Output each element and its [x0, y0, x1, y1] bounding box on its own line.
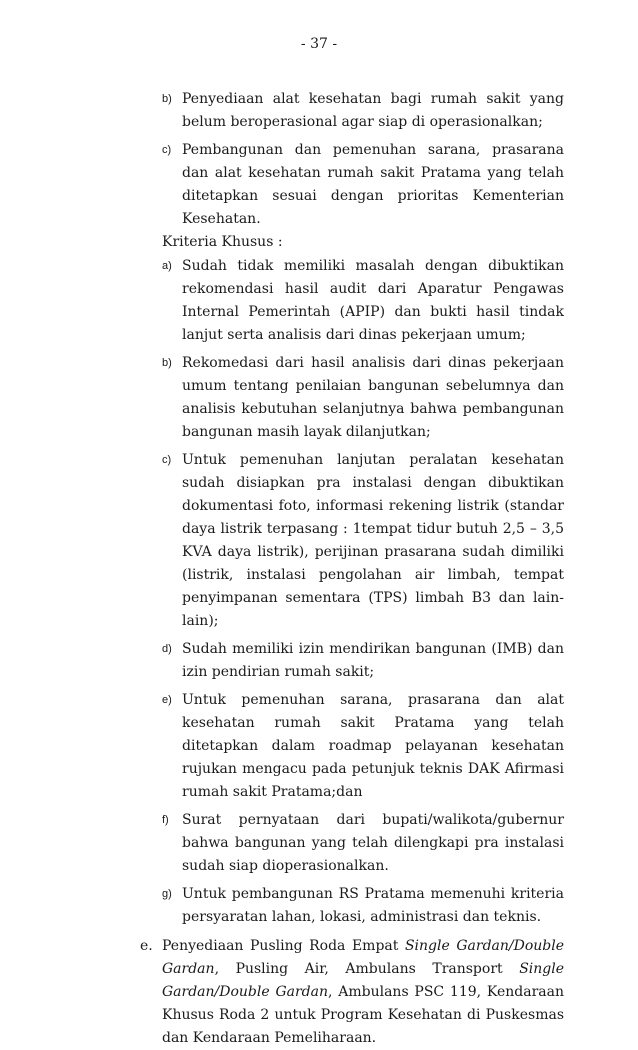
criteria-item-f — [162, 809, 564, 878]
criteria-item-e — [162, 689, 564, 804]
criteria-item-g — [162, 883, 564, 929]
criteria-item-a — [162, 255, 564, 347]
list-item-text-italic: Single Gardan/Double Gardan — [162, 938, 565, 977]
criteria-heading: Kriteria Khusus : — [162, 234, 283, 250]
list-item-e-main — [140, 935, 565, 1050]
list-marker: a) — [162, 260, 172, 272]
list-item-text: Untuk pemenuhan sarana, prasarana dan alat kesehatan rumah sakit Pratama yang telah ditetapkan dalam roadmap pelayanan kesehatan rujukan mengacu pada petunjuk teknis DAK Afirmasi rumah sakit Pratama;dan — [182, 692, 564, 800]
list-item-text-part: , Ambulans PSC 119, Kendaraan Khusus Roda 2 untuk Program Kesehatan di Puskesmas dan Kendaraan Pemeliharaan. — [162, 984, 564, 1046]
list-item-text: Penyediaan alat kesehatan bagi rumah sakit yang belum beroperasional agar siap di operasionalkan; — [182, 91, 564, 130]
criteria-item-b — [162, 352, 564, 444]
list-item-text: Sudah memiliki izin mendirikan bangunan (IMB) dan izin pendirian rumah sakit; — [182, 641, 564, 680]
list-item-text-italic: Single Gardan/Double Gardan — [162, 961, 564, 1000]
list-item-text: Untuk pembangunan RS Pratama memenuhi kriteria persyaratan lahan, lokasi, administrasi dan teknis. — [182, 886, 564, 925]
list-item-text: Sudah tidak memiliki masalah dengan dibuktikan rekomendasi hasil audit dari Aparatur Pengawas Internal Pemerintah (APIP) dan bukti hasil tindak lanjut serta analisis dari dinas pekerjaan umum; — [182, 258, 564, 343]
list-item-text: Rekomedasi dari hasil analisis dari dinas pekerjaan umum tentang penilaian bangunan sebelumnya dan analisis kebutuhan selanjutnya bahwa pembangunan bangunan masih layak dilanjutkan; — [182, 355, 564, 440]
list-item-text-part: , Pusling Air, Ambulans Transport — [214, 961, 520, 977]
list-item-text: Surat pernyataan dari bupati/walikota/gubernur bahwa bangunan yang telah dilengkapi pra instalasi sudah siap dioperasionalkan. — [182, 812, 564, 874]
list-marker: c) — [162, 454, 172, 466]
page-content — [0, 88, 638, 1050]
list-item-text: Pembangunan dan pemenuhan sarana, prasarana dan alat kesehatan rumah sakit Pratama yang telah ditetapkan sesuai dengan prioritas Kementerian Kesehatan. — [182, 142, 564, 227]
criteria-item-c — [162, 449, 564, 633]
list-marker: g) — [162, 888, 172, 900]
list-item-b — [162, 88, 564, 134]
list-item-text: Untuk pemenuhan lanjutan peralatan kesehatan sudah disiapkan pra instalasi dengan dibuktikan dokumentasi foto, informasi rekening listrik (standar daya listrik terpasang : 1tempat tidur butuh 2,5 – 3,5 KVA daya listrik), perijinan prasarana sudah dimiliki (listrik, instalasi pengolahan air limbah, tempat penyimpanan sementara (TPS) limbah B3 dan lain-lain); — [182, 452, 564, 629]
list-marker: c) — [162, 144, 172, 156]
list-marker: b) — [162, 357, 172, 369]
page-number: - 37 - — [300, 36, 338, 52]
list-marker: b) — [162, 93, 172, 105]
list-marker: e. — [140, 938, 153, 954]
list-marker: e) — [162, 694, 172, 706]
list-item-text-part: Penyediaan Pusling Roda Empat — [162, 938, 405, 954]
criteria-item-d — [162, 638, 564, 684]
list-marker: f) — [162, 814, 169, 826]
list-item-c — [162, 139, 564, 231]
list-marker: d) — [162, 643, 172, 655]
